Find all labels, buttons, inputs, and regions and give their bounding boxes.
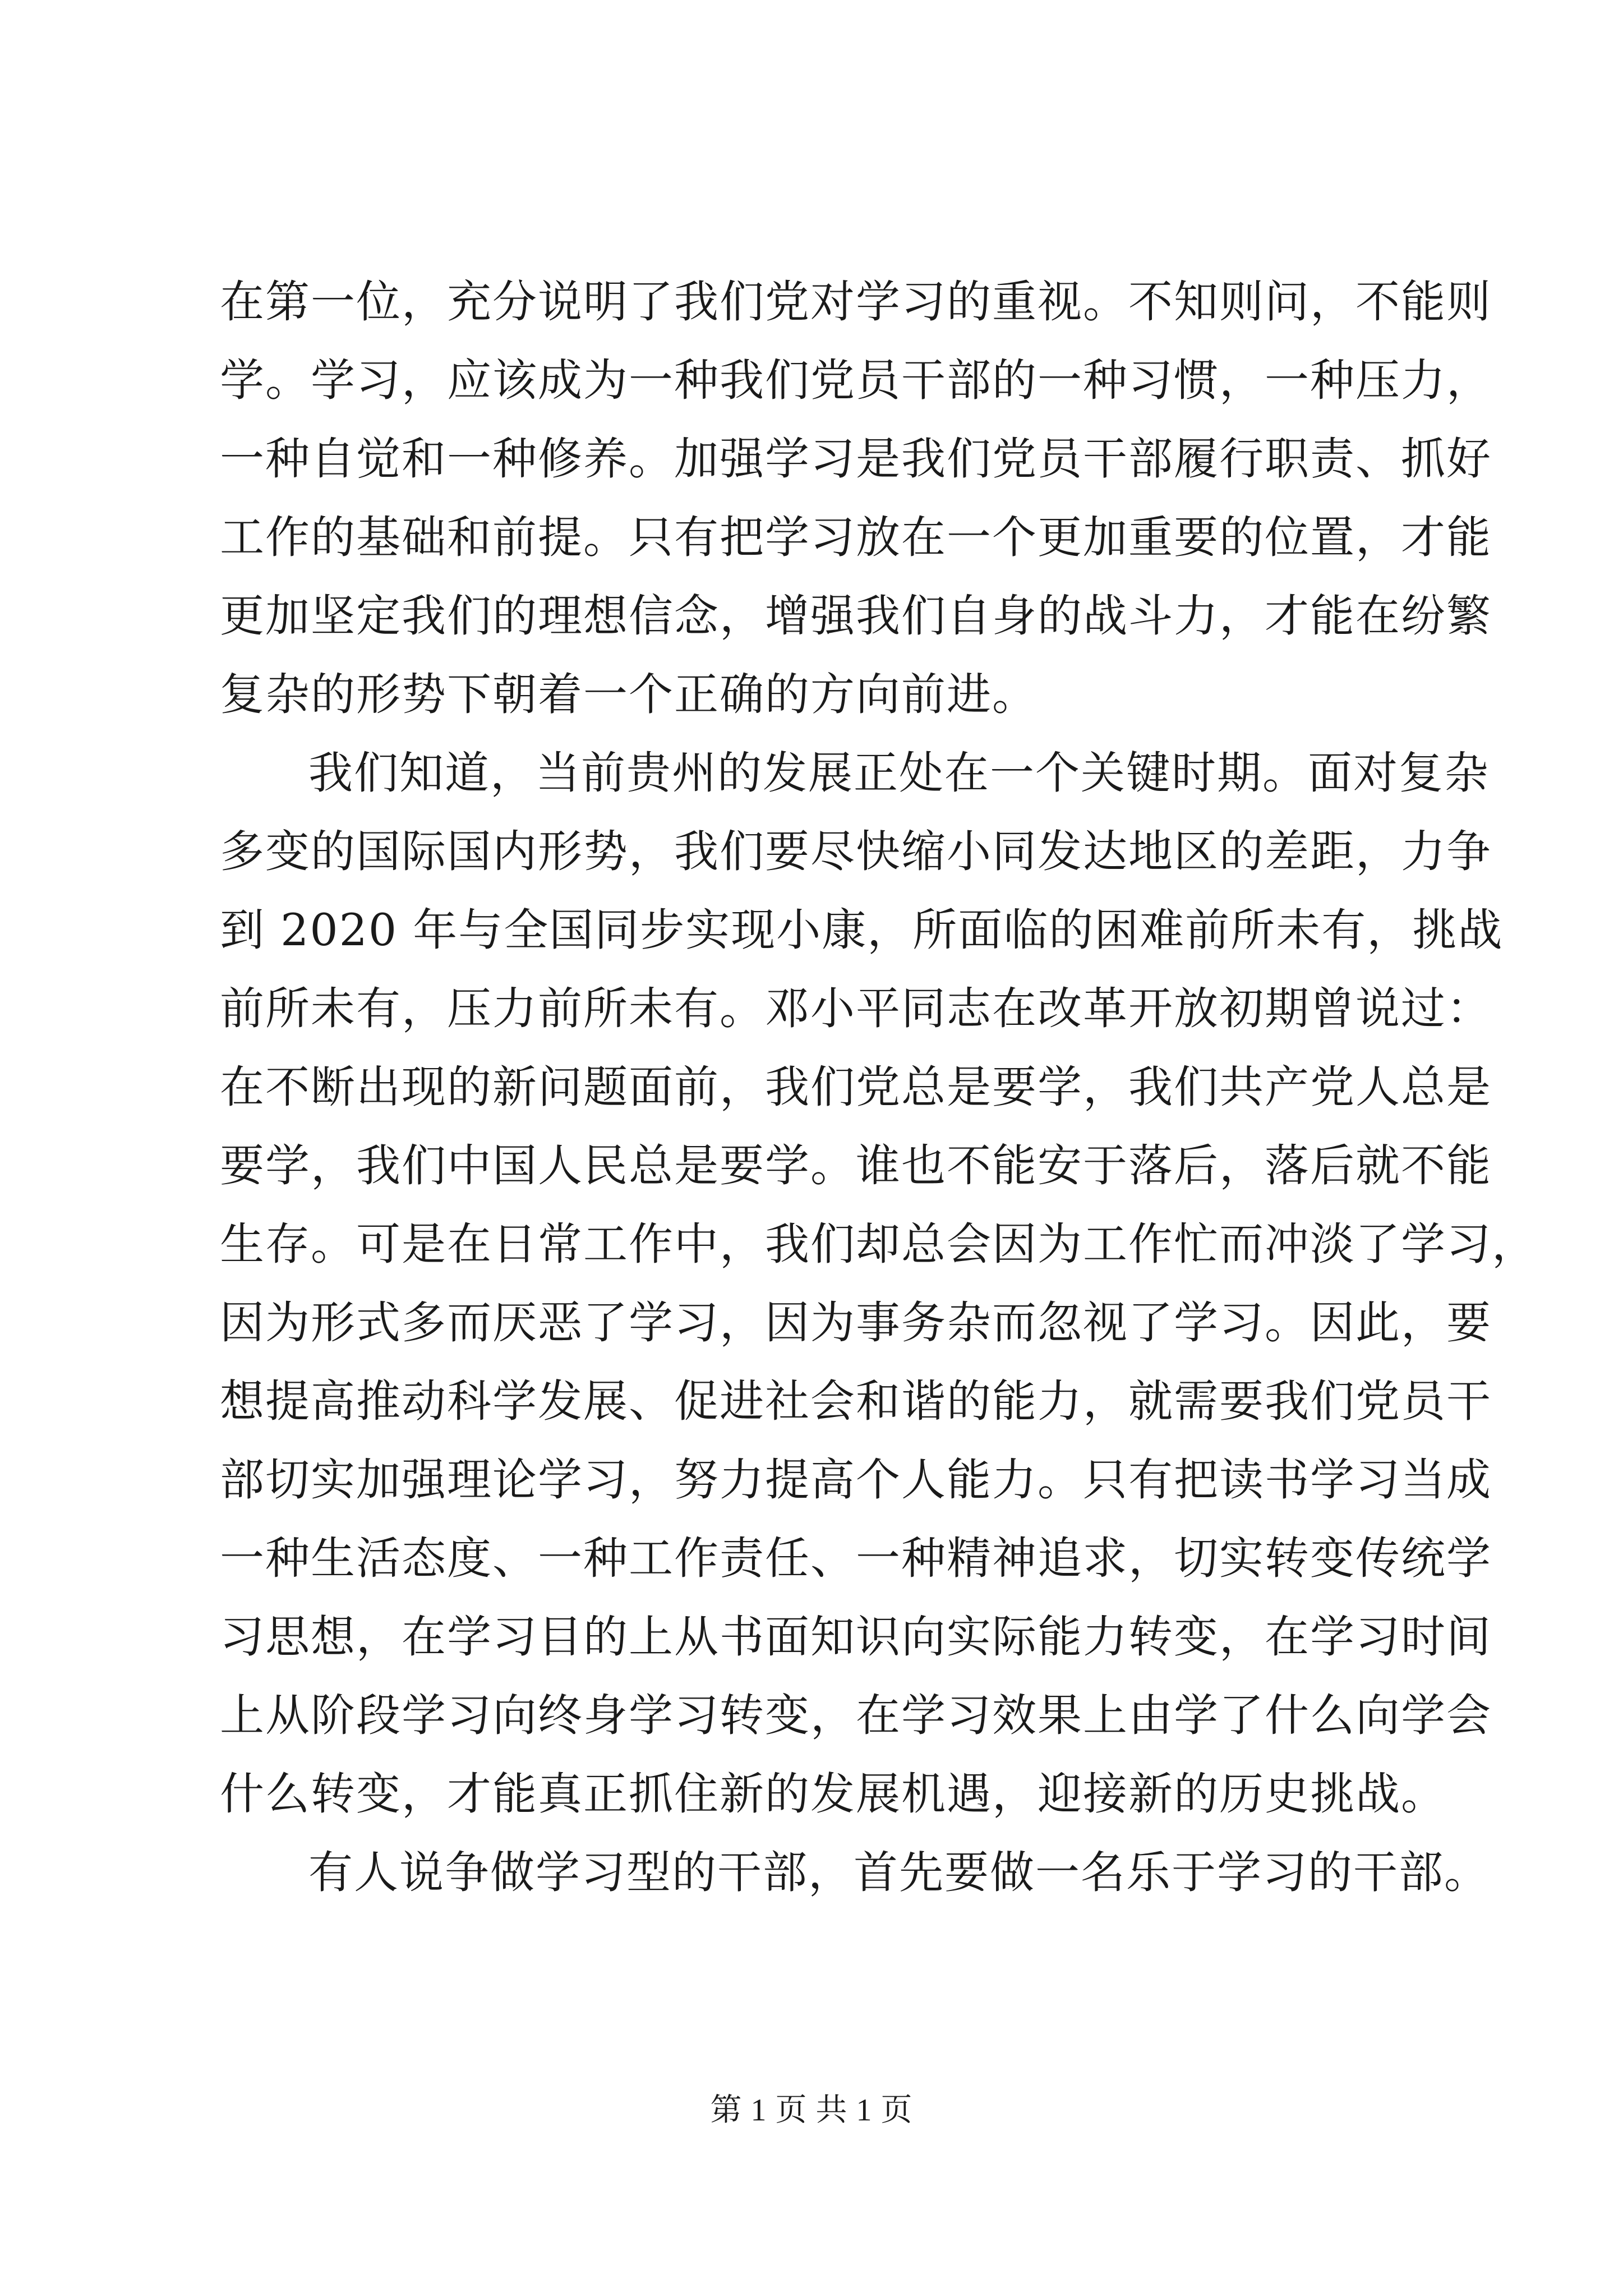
- page-number: 第 1 页 共 1 页: [710, 2093, 913, 2128]
- text-line: 一种生活态度、一种工作责任、一种精神追求，切实转变传统学: [220, 1533, 1492, 1584]
- text-line: 前所未有，压力前所未有。邓小平同志在改革开放初期曾说过：: [220, 983, 1492, 1034]
- text-line: 部切实加强理论学习，努力提高个人能力。只有把读书学习当成: [220, 1454, 1492, 1506]
- text-line: 因为形式多而厌恶了学习，因为事务杂而忽视了学习。因此，要: [220, 1297, 1492, 1349]
- text-line: 要学，我们中国人民总是要学。谁也不能安于落后，落后就不能: [220, 1140, 1492, 1191]
- text-line: 上从阶段学习向终身学习转变，在学习效果上由学了什么向学会: [220, 1690, 1492, 1741]
- text-line: 什么转变，才能真正抓住新的发展机遇，迎接新的历史挑战。: [220, 1768, 1446, 1820]
- text-line: 一种自觉和一种修养。加强学习是我们党员干部履行职责、抓好: [220, 433, 1492, 485]
- text-line: 工作的基础和前提。只有把学习放在一个更加重要的位置，才能: [220, 512, 1492, 563]
- text-line: 学。学习，应该成为一种我们党员干部的一种习惯，一种压力，: [220, 355, 1492, 406]
- paragraph-first-line: 有人说争做学习型的干部，首先要做一名乐于学习的干部。: [308, 1847, 1490, 1898]
- text-line: 习思想，在学习目的上从书面知识向实际能力转变，在学习时间: [220, 1611, 1492, 1663]
- text-line: 想提高推动科学发展、促进社会和谐的能力，就需要我们党员干: [220, 1375, 1492, 1427]
- text-line: 复杂的形势下朝着一个正确的方向前进。: [220, 669, 1038, 720]
- text-line: 在不断出现的新问题面前，我们党总是要学，我们共产党人总是: [220, 1061, 1492, 1113]
- page-footer: [0, 2088, 1623, 2133]
- text-line: 更加坚定我们的理想信念，增强我们自身的战斗力，才能在纷繁: [220, 590, 1492, 642]
- body-text: [220, 263, 1537, 1912]
- text-line: 到 2020 年与全国同步实现小康，所面临的困难前所未有，挑战: [220, 904, 1504, 956]
- paragraph-first-line: 我们知道，当前贵州的发展正处在一个关键时期。面对复杂: [308, 747, 1490, 799]
- text-line: 生存。可是在日常工作中，我们却总会因为工作忙而冲淡了学习，: [220, 1218, 1537, 1270]
- text-line: 多变的国际国内形势，我们要尽快缩小同发达地区的差距，力争: [220, 826, 1492, 877]
- text-line: 在第一位，充分说明了我们党对学习的重视。不知则问，不能则: [220, 276, 1492, 328]
